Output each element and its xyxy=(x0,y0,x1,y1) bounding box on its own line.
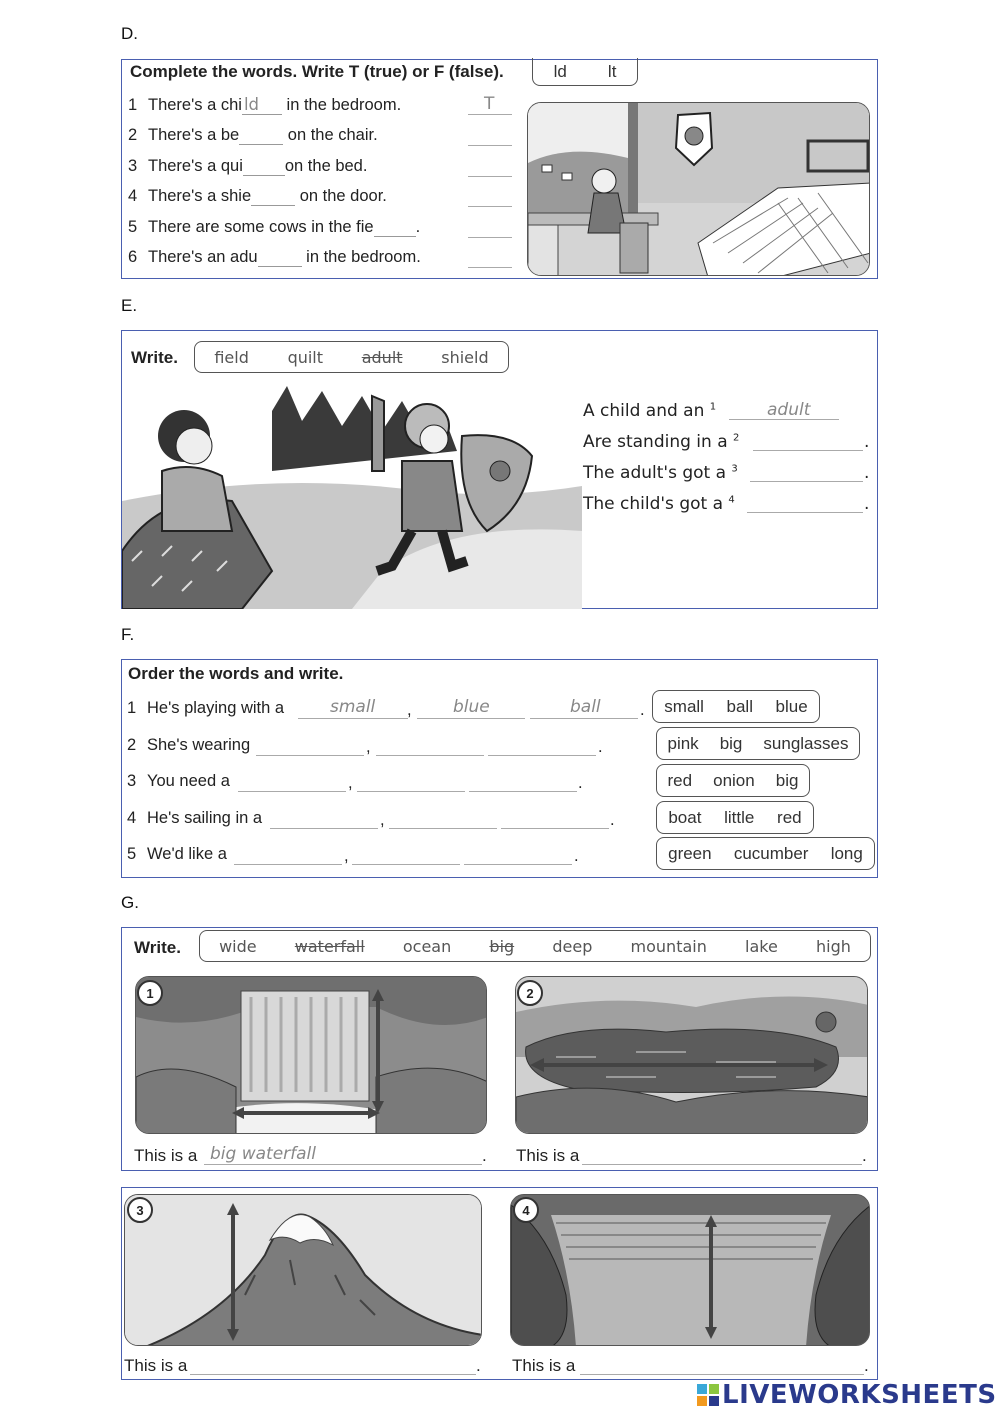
word-box-item: boat xyxy=(668,807,702,827)
f-item-text: She's wearing xyxy=(147,736,251,754)
d-tf-answer: T xyxy=(484,94,495,114)
d-item-num: 3 xyxy=(128,157,138,175)
f-answer-line[interactable] xyxy=(488,755,596,756)
section-g-word-box xyxy=(199,930,871,962)
lake-illustration xyxy=(516,977,868,1134)
section-d-letter: D. xyxy=(121,24,138,43)
d-item-num: 4 xyxy=(128,187,138,205)
e-answer-line[interactable] xyxy=(747,512,863,513)
d-item-blank[interactable] xyxy=(243,157,285,176)
g-answer-line[interactable] xyxy=(582,1164,862,1165)
e-line-sup: 4 xyxy=(728,494,735,506)
f-answer: ball xyxy=(570,697,601,717)
f-period: . xyxy=(640,701,645,719)
f-comma: , xyxy=(344,847,349,865)
word-box-item: red xyxy=(777,807,802,827)
f-answer: small xyxy=(330,697,376,717)
mountain-picture xyxy=(124,1194,482,1346)
f-answer-line[interactable] xyxy=(464,864,572,865)
g-period: . xyxy=(862,1146,867,1165)
d-item-fill: ld xyxy=(243,95,260,114)
f-item xyxy=(127,845,227,864)
d-item-after: . xyxy=(415,218,421,236)
d-tf-line[interactable] xyxy=(468,114,512,115)
d-tf-line[interactable] xyxy=(468,237,512,238)
word-box-item-crossed: big xyxy=(489,936,515,956)
f-answer-line[interactable] xyxy=(270,828,378,829)
word-box-item: small xyxy=(664,696,704,716)
word-box-item: ld xyxy=(553,61,567,81)
section-d-word-box xyxy=(532,58,638,86)
word-box-item: big xyxy=(775,770,799,790)
d-item xyxy=(128,218,420,237)
word-box-item: deep xyxy=(552,936,593,956)
f-item-text: He's playing with a xyxy=(147,699,285,717)
f-comma: , xyxy=(348,774,353,792)
section-f-panel xyxy=(121,659,878,878)
g-caption: This is a xyxy=(516,1146,580,1165)
e-line-end: . xyxy=(864,463,870,483)
d-tf-line[interactable] xyxy=(468,206,512,207)
d-item-before: There's an adu xyxy=(148,248,258,266)
word-box-item: shield xyxy=(441,347,489,367)
bedroom-picture xyxy=(527,102,870,276)
d-item-before: There are some cows in the fie xyxy=(148,218,374,236)
e-answer-line[interactable] xyxy=(753,450,863,451)
f-answer-line[interactable] xyxy=(417,718,525,719)
section-f-letter: F. xyxy=(121,625,135,644)
f-answer-line[interactable] xyxy=(501,828,609,829)
f-item-num: 1 xyxy=(127,699,137,717)
picture-number: 3 xyxy=(127,1197,153,1223)
f-item xyxy=(127,699,284,718)
f-item-text: He's sailing in a xyxy=(147,809,263,827)
lake-picture xyxy=(515,976,868,1134)
d-item xyxy=(128,96,401,115)
f-item-num: 5 xyxy=(127,845,137,863)
section-e-letter: E. xyxy=(121,296,138,315)
word-box-item: lake xyxy=(745,936,778,956)
word-box-item: cucumber xyxy=(733,843,809,863)
section-e-word-box xyxy=(194,341,509,373)
word-box-item: lt xyxy=(607,61,617,81)
f-word-box xyxy=(656,727,860,760)
f-word-box xyxy=(656,801,814,834)
f-answer-line[interactable] xyxy=(238,791,346,792)
d-item-blank[interactable] xyxy=(242,96,282,115)
g-answer-line[interactable] xyxy=(190,1374,476,1375)
d-item-after: on the bed. xyxy=(284,157,368,175)
word-box-item: wide xyxy=(219,936,257,956)
d-tf-line[interactable] xyxy=(468,145,512,146)
liveworksheets-logo xyxy=(697,1380,997,1410)
g-period: . xyxy=(476,1356,481,1375)
e-line-text: The child's got a xyxy=(583,494,723,514)
word-box-item: high xyxy=(816,936,851,956)
e-line-text: Are standing in a xyxy=(583,432,728,452)
word-box-item: red xyxy=(667,770,693,790)
section-d-instruction: Complete the words. Write T (true) or F (false). xyxy=(130,62,504,81)
f-answer-line[interactable] xyxy=(389,828,497,829)
g-caption: This is a xyxy=(124,1356,188,1375)
picture-number: 1 xyxy=(137,980,163,1006)
f-item-text: You need a xyxy=(147,772,230,790)
f-item-text: We'd like a xyxy=(147,845,227,863)
d-item-after: on the chair. xyxy=(283,126,378,144)
d-item-num: 2 xyxy=(128,126,138,144)
section-g-panel-top xyxy=(121,927,878,1171)
waterfall-picture xyxy=(135,976,487,1134)
f-answer-line[interactable] xyxy=(298,718,408,719)
d-item-before: There's a qui xyxy=(148,157,243,175)
f-answer-line[interactable] xyxy=(376,755,484,756)
d-item xyxy=(128,126,378,145)
word-box-item: mountain xyxy=(630,936,707,956)
brand-name: LIVEWORKSHEETS xyxy=(722,1380,997,1410)
d-item-before: There's a shie xyxy=(148,187,252,205)
d-item-after: in the bedroom. xyxy=(301,248,421,266)
f-word-box xyxy=(656,837,875,870)
e-line-sup: 2 xyxy=(733,432,740,444)
ocean-illustration xyxy=(511,1195,870,1346)
e-line xyxy=(583,401,716,421)
e-line-text: A child and an xyxy=(583,401,705,421)
f-comma: , xyxy=(380,811,385,829)
word-box-item: ball xyxy=(726,696,753,716)
f-item xyxy=(127,772,230,791)
knight-illustration xyxy=(122,381,582,609)
g-caption: This is a xyxy=(134,1146,198,1165)
word-box-item: ocean xyxy=(402,936,452,956)
f-item xyxy=(127,736,250,755)
word-box-item: field xyxy=(214,347,249,367)
d-tf-line[interactable] xyxy=(468,176,512,177)
word-box-item: pink xyxy=(667,733,699,753)
section-g-letter: G. xyxy=(121,893,139,912)
waterfall-illustration xyxy=(136,977,487,1134)
d-item-before: There's a be xyxy=(148,126,240,144)
f-answer-line[interactable] xyxy=(352,864,460,865)
d-item-blank[interactable] xyxy=(239,126,283,145)
e-answer: adult xyxy=(767,400,811,420)
section-g-panel-bottom xyxy=(121,1187,878,1380)
f-answer-line[interactable] xyxy=(357,791,465,792)
d-item-blank[interactable] xyxy=(251,187,295,206)
g-caption: This is a xyxy=(512,1356,576,1375)
word-box-item: big xyxy=(719,733,743,753)
f-period: . xyxy=(574,847,579,865)
f-answer-line[interactable] xyxy=(256,755,364,756)
g-period: . xyxy=(864,1356,869,1375)
f-period: . xyxy=(598,738,603,756)
g-answer-line[interactable] xyxy=(580,1374,864,1375)
d-tf-line[interactable] xyxy=(468,267,512,268)
d-item-num: 6 xyxy=(128,248,138,266)
f-item xyxy=(127,809,262,828)
section-f-instruction: Order the words and write. xyxy=(128,664,344,683)
d-item-blank[interactable] xyxy=(374,218,416,237)
ocean-picture xyxy=(510,1194,870,1346)
d-item-after: in the bedroom. xyxy=(281,96,402,114)
section-d-panel xyxy=(121,59,878,279)
word-box-item: blue xyxy=(775,696,808,716)
e-line xyxy=(583,463,738,483)
f-comma: , xyxy=(366,738,371,756)
section-e-panel xyxy=(121,330,878,609)
f-comma: , xyxy=(407,701,412,719)
d-item xyxy=(128,157,367,176)
g-answer: big waterfall xyxy=(210,1144,316,1164)
bedroom-illustration xyxy=(528,103,870,276)
f-answer-line[interactable] xyxy=(234,864,342,865)
d-item-blank[interactable] xyxy=(258,248,302,267)
word-box-item-crossed: adult xyxy=(361,347,403,367)
e-line xyxy=(583,432,739,452)
word-box-item: long xyxy=(830,843,863,863)
f-answer-line[interactable] xyxy=(530,718,638,719)
d-item xyxy=(128,187,387,206)
e-answer-line[interactable] xyxy=(750,481,863,482)
g-period: . xyxy=(482,1146,487,1165)
e-line xyxy=(583,494,735,514)
word-box-item: little xyxy=(724,807,755,827)
f-word-box xyxy=(656,764,810,797)
word-box-item-crossed: waterfall xyxy=(294,936,365,956)
f-word-box xyxy=(652,690,820,723)
g-answer-line[interactable] xyxy=(204,1164,482,1165)
word-box-item: green xyxy=(668,843,712,863)
word-box-item: onion xyxy=(713,770,755,790)
f-item-num: 3 xyxy=(127,772,137,790)
f-answer-line[interactable] xyxy=(469,791,577,792)
mountain-illustration xyxy=(125,1195,482,1346)
word-box-item: sunglasses xyxy=(763,733,849,753)
e-line-sup: 3 xyxy=(731,463,738,475)
d-item-after: on the door. xyxy=(295,187,387,205)
d-item-num: 1 xyxy=(128,96,138,114)
f-answer: blue xyxy=(453,697,490,717)
picture-number: 4 xyxy=(513,1197,539,1223)
d-item xyxy=(128,248,421,267)
liveworksheets-logo-icon xyxy=(697,1384,719,1406)
e-line-sup: 1 xyxy=(709,401,717,413)
d-item-num: 5 xyxy=(128,218,138,236)
e-line-end: . xyxy=(864,432,870,452)
f-item-num: 4 xyxy=(127,809,137,827)
f-period: . xyxy=(610,811,615,829)
e-line-end: . xyxy=(864,494,870,514)
word-box-item: quilt xyxy=(287,347,324,367)
e-line-text: The adult's got a xyxy=(583,463,727,483)
section-g-instruction: Write. xyxy=(134,938,181,957)
f-item-num: 2 xyxy=(127,736,137,754)
picture-number: 2 xyxy=(517,980,543,1006)
f-period: . xyxy=(578,774,583,792)
section-e-instruction: Write. xyxy=(131,348,178,367)
d-item-before: There's a chi xyxy=(148,96,242,114)
